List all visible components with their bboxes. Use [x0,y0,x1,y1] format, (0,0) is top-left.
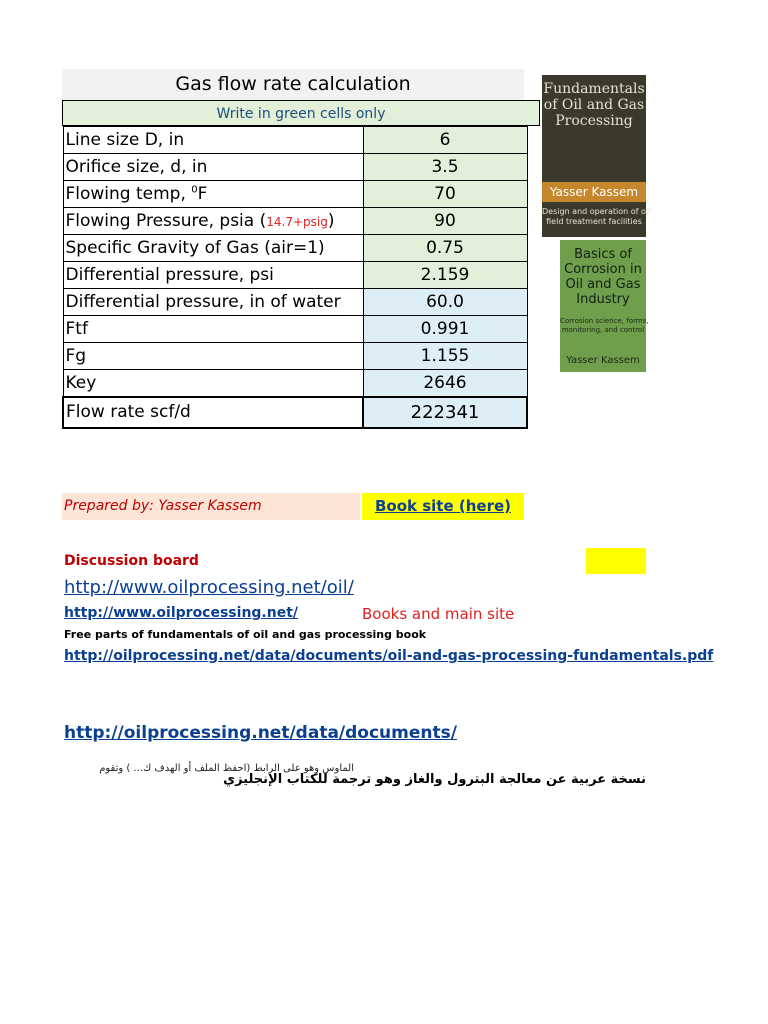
table-row [63,370,527,397]
orifice-size-label: Orifice size, d, in [63,154,363,181]
table-row [63,127,527,154]
book-author: Yasser Kassem [542,182,646,202]
table-row [63,262,527,289]
book-subtitle-line: Corrosion science, forms, [560,317,649,325]
flow-rate-label: Flow rate scf/d [63,397,363,428]
flowing-temp-input[interactable]: 70 [363,181,527,208]
forum-link[interactable]: http://www.oilprocessing.net/oil/ [64,577,354,598]
arabic-instructions: الماوس وهو على الرابط (احفظ الملف أو الهدف ك... ) وتقوم [99,763,354,774]
flow-rate-value: 222341 [363,397,527,428]
table-row [63,289,527,316]
diff-pressure-water-label: Differential pressure, in of water [63,289,363,316]
table-row [63,208,527,235]
arabic-note: نسخة عربية عن معالجة البترول والغاز وهو ترجمة للكتاب الإنجليزي [223,772,646,787]
flowing-pressure-label: Flowing Pressure, psia (14.7+psig) [63,208,363,235]
book-title-line: Oil and Gas [565,277,641,292]
table-row [63,235,527,262]
diff-pressure-water-value: 60.0 [363,289,527,316]
main-site-link[interactable]: http://www.oilprocessing.net/ [64,605,299,621]
prepared-by: Prepared by: Yasser Kassem [62,493,360,520]
flowing-pressure-input[interactable]: 90 [363,208,527,235]
books-main-label: Books and main site [362,605,515,623]
key-label: Key [63,370,363,397]
book-title-line: of Oil and Gas [543,97,645,113]
fg-label: Fg [63,343,363,370]
specific-gravity-input[interactable]: 0.75 [363,235,527,262]
line-size-label: Line size D, in [63,127,363,154]
book-title-line: Industry [576,292,630,307]
diff-pressure-psi-input[interactable]: 2.159 [363,262,527,289]
table-row [63,154,527,181]
line-size-input[interactable]: 6 [363,127,527,154]
ftf-label: Ftf [63,316,363,343]
orifice-size-input[interactable]: 3.5 [363,154,527,181]
psig-note: 14.7+psig [266,215,328,229]
book-title-line: Corrosion in [564,262,642,277]
diff-pressure-psi-label: Differential pressure, psi [63,262,363,289]
discussion-board-label: Discussion board [64,553,199,569]
table-row [63,397,527,428]
instruction-header: Write in green cells only [62,100,540,126]
flowing-temp-label: Flowing temp, $^0$F [63,181,363,208]
book-subtitle-line: field treatment facilities [546,217,642,226]
fundamentals-pdf-link[interactable]: http://oilprocessing.net/data/documents/oil-and-gas-processing-fundamentals.pdf [64,648,714,664]
table-row [63,343,527,370]
book-title-line: Processing [555,113,633,129]
book-subtitle-line: monitoring, and control [561,326,645,334]
book-title-line: Basics of [574,247,632,262]
fg-value: 1.155 [363,343,527,370]
book-cover-corrosion[interactable] [560,240,649,372]
ftf-value: 0.991 [363,316,527,343]
sheet-title: Gas flow rate calculation [62,69,524,100]
calc-table [62,126,528,429]
table-row [63,316,527,343]
book-site-link[interactable]: Book site (here) [362,493,524,520]
free-parts-label: Free parts of fundamentals of oil and gas processing book [64,628,427,641]
book-subtitle-line: Design and operation of oil [542,207,651,216]
specific-gravity-label: Specific Gravity of Gas (air=1) [63,235,363,262]
book-author: Yasser Kassem [566,355,640,366]
book-title-line: Fundamentals [543,81,645,97]
key-value: 2646 [363,370,527,397]
highlight-cell [586,548,646,574]
book-cover-fundamentals[interactable] [542,75,651,237]
documents-link[interactable]: http://oilprocessing.net/data/documents/ [64,723,457,743]
table-row [63,181,527,208]
